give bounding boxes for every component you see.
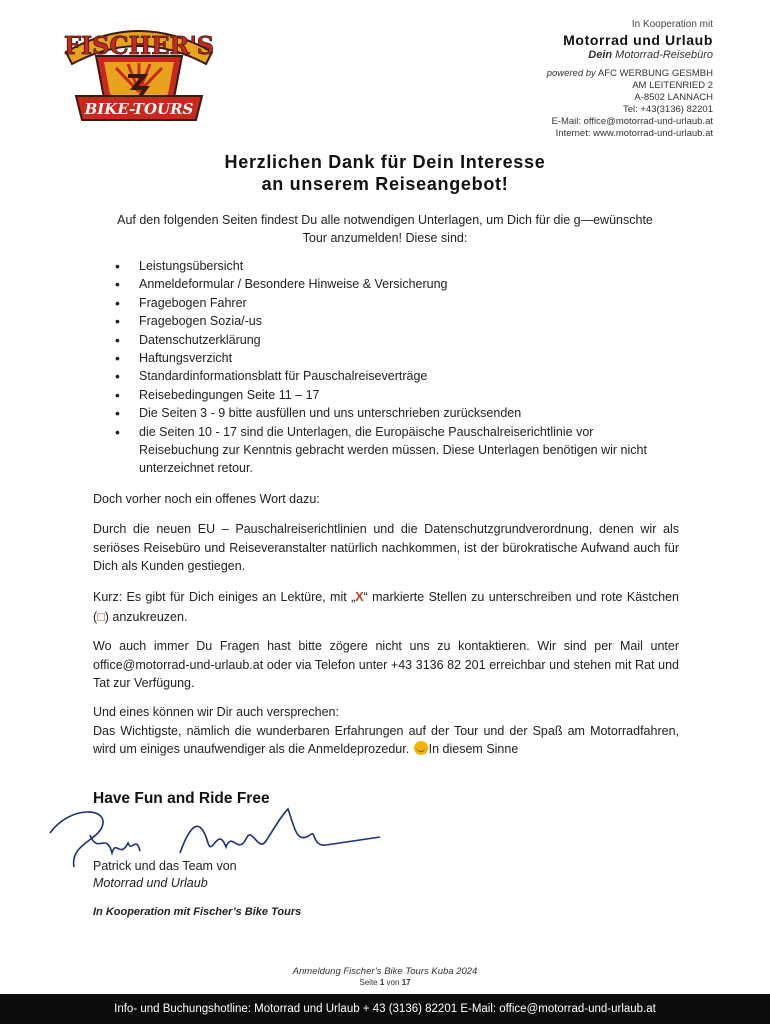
footer-document-title: Anmeldung Fischer’s Bike Tours Kuba 2024 (292, 966, 478, 977)
sender-block (93, 858, 237, 892)
list-item: • Fragebogen Sozia/-us (115, 312, 675, 330)
page-current: 1 (379, 978, 385, 987)
promise-ending: In diesem Sinne (428, 742, 519, 756)
checkbox-icon: □ (97, 610, 105, 624)
sender-line-1: Patrick und das Team von (93, 859, 237, 873)
powered-by (547, 68, 713, 80)
list-item: • Haftungsverzicht (115, 349, 675, 367)
instructions-text-b: “ markierte Stellen zu unterschreiben und rote Kästchen ( (93, 590, 679, 624)
company-address (547, 68, 713, 140)
address-line: AM LEITENRIED 2 (632, 80, 713, 91)
instructions-text-a: Kurz: Es gibt für Dich einiges an Lektüre, mit „ (93, 590, 356, 604)
page-number (0, 978, 770, 987)
tagline-rest: Motorrad-Reisebüro (612, 49, 713, 61)
cooperation-label: In Kooperation mit (631, 19, 713, 30)
list-item: • Reisebedingungen Seite 11 – 17 (115, 386, 675, 404)
promise-text: Das Wichtigste, nämlich die wunderbaren Erfahrungen auf der Tour und der Spaß am Motorradfahren, wird um einiges unaufwendiger als die Anmeldeprozedur. (93, 723, 679, 756)
phone-line: Tel: +43(3136) 82201 (622, 104, 713, 115)
email-line[interactable]: E-Mail: office@motorrad-und-urlaub.at (551, 116, 713, 127)
title-line-1: Herzlichen Dank für Dein Interesse (224, 152, 546, 172)
logo-top-text: FISCHER'S (63, 31, 215, 60)
list-item: • Leistungsübersicht (115, 257, 675, 275)
paragraph-contact: Wo auch immer Du Fragen hast bitte zögere nicht uns zu kontaktieren. Wir sind per Mail unter office@motorrad-und-urlaub.at oder via Telefon unter +43 3136 82 201 erreichbar und stehen mit Rat und Tat zur Verfügung. (93, 639, 679, 690)
list-item: • Fragebogen Fahrer (115, 294, 675, 312)
fischers-bike-tours-logo (46, 18, 232, 136)
company-tagline (547, 49, 713, 61)
sender-line-2: Motorrad und Urlaub (93, 876, 208, 890)
intro-text: Auf den folgenden Seiten findest Du alle notwendigen Unterlagen, um Dich für die g―ewünschte Tour anzumelden! Diese sind: (117, 213, 653, 245)
logo-banner-text: BIKE-TOURS (84, 100, 194, 118)
instructions-text-c: ) anzukreuzen. (104, 610, 188, 624)
paragraph-instructions (93, 587, 679, 627)
company-name: Motorrad und Urlaub (563, 32, 713, 48)
closing-slogan: Have Fun and Ride Free (93, 790, 270, 807)
powered-by-company: AFC WERBUNG GESMBH (595, 68, 713, 79)
address-line: A-8502 LANNACH (634, 92, 713, 103)
list-item: • Die Seiten 3 - 9 bitte ausfüllen und uns unterschrieben zurücksenden (115, 404, 675, 422)
list-item: • Datenschutzerklärung (115, 331, 675, 349)
paragraph-promise (93, 703, 679, 759)
cooperation-note: In Kooperation mit Fischer’s Bike Tours (93, 906, 302, 918)
page-title (0, 151, 770, 195)
paragraph-eu-directive: Durch die neuen EU – Pauschalreiserichtlinien und die Datenschutzgrundverordnung, denen wir als seriöses Reisebüro und Reiseveranstalter natürlich nachkommen, ist der bürokratische Aufwand auch für Dich als Kunden gestiegen. (93, 522, 679, 573)
title-line-2: an unserem Reiseangebot! (261, 174, 509, 194)
sign-mark-x: X (355, 590, 364, 604)
page-word: Seite (359, 978, 378, 987)
paragraph-open-word: Doch vorher noch ein offenes Wort dazu: (93, 492, 320, 506)
website-line[interactable]: Internet: www.motorrad-und-urlaub.at (555, 128, 713, 139)
promise-body (93, 722, 679, 759)
powered-by-prefix: powered by (546, 68, 596, 79)
company-info (547, 19, 713, 140)
page-total: 17 (401, 978, 411, 987)
page-of: von (386, 978, 400, 987)
footer-hotline-bar: Info- und Buchungshotline: Motorrad und Urlaub + 43 (3136) 82201 E-Mail: office@motorrad-und-urlaub.at (0, 994, 770, 1024)
promise-intro: Und eines können wir Dir auch versprechen: (93, 705, 339, 719)
document-list (115, 257, 675, 478)
list-item: • Anmeldeformular / Besondere Hinweise & Versicherung (115, 275, 675, 293)
winking-smiley-icon (414, 741, 428, 755)
tagline-bold: Dein (588, 49, 613, 61)
list-item: • Standardinformationsblatt für Pauschalreiseverträge (115, 367, 675, 385)
list-item: • die Seiten 10 - 17 sind die Unterlagen, die Europäische Pauschalreiserichtlinie vor Reisebuchung zur Kenntnis gebracht werden müssen. Diese Unterlagen benötigen wir nicht unterzeichnet retour. (115, 423, 675, 478)
